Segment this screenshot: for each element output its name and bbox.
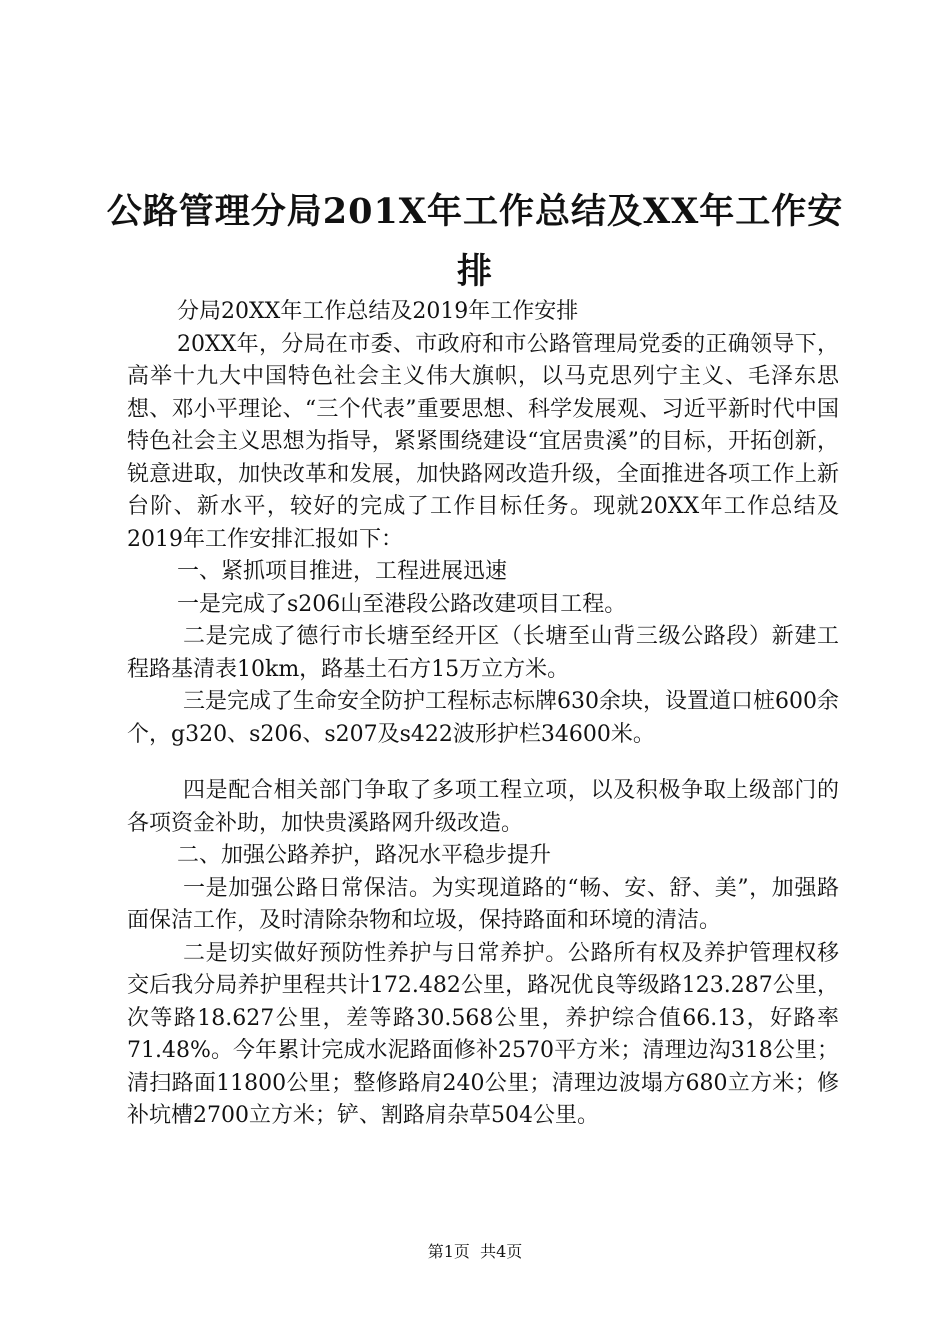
page-number: 第1页 xyxy=(427,1242,470,1261)
body-paragraph: 二是切实做好预防性养护与日常养护。公路所有权及养护管理权移交后我分局养护里程共计172.482公里，路况优良等级路123.287公里，次等路18.627公里，差等路30.568公里，养护综合值66.13，好路率71.48%。今年累计完成水泥路面修补2570平方米；清理边沟318公里；清扫路面11800公里；整修路肩240公里；清理边波塌方680立方米；修补坑槽2700立方米；铲、割路肩杂草504公里。 xyxy=(127,940,839,1128)
page-total: 共4页 xyxy=(480,1242,523,1261)
body-paragraph: 一是加强公路日常保洁。为实现道路的“畅、安、舒、美”，加强路面保洁工作，及时清除杂物和垃圾，保持路面和环境的清洁。 xyxy=(127,875,839,933)
document-body xyxy=(127,296,839,1133)
section-heading-2: 二、加强公路养护，路况水平稳步提升 xyxy=(177,843,552,868)
section-heading-1: 一、紧抓项目推进，工程进展迅速 xyxy=(177,559,508,584)
page-footer xyxy=(0,1240,950,1264)
intro-paragraph: 20XX年，分局在市委、市政府和市公路管理局党委的正确领导下，高举十九大中国特色社会主义伟大旗帜，以马克思列宁主义、毛泽东思想、邓小平理论、“三个代表”重要思想、科学发展观、习近平新时代中国特色社会主义思想为指导，紧紧围绕建设“宜居贵溪”的目标，开拓创新，锐意进取，加快改革和发展，加快路网改造升级，全面推进各项工作上新台阶、新水平，较好的完成了工作目标任务。现就20XX年工作总结及2019年工作安排汇报如下： xyxy=(127,331,839,552)
body-paragraph: 三是完成了生命安全防护工程标志标牌630余块，设置道口桩600余个，g320、s206、s207及s422波形护栏34600米。 xyxy=(127,689,840,747)
body-paragraph: 四是配合相关部门争取了多项工程立项，以及积极争取上级部门的各项资金补助，加快贵溪路网升级改造。 xyxy=(127,778,839,836)
document-title xyxy=(0,182,950,302)
title-line-1: 公路管理分局201X年工作总结及XX年工作安 xyxy=(106,191,844,232)
body-paragraph: 一是完成了s206山至港段公路改建项目工程。 xyxy=(177,591,627,617)
body-paragraph: 二是完成了德行市长塘至经开区（长塘至山背三级公路段）新建工程路基清表10km，路基土石方15万立方米。 xyxy=(127,624,839,682)
title-line-2: 排 xyxy=(456,251,493,292)
subtitle-paragraph: 分局20XX年工作总结及2019年工作安排 xyxy=(177,299,579,324)
